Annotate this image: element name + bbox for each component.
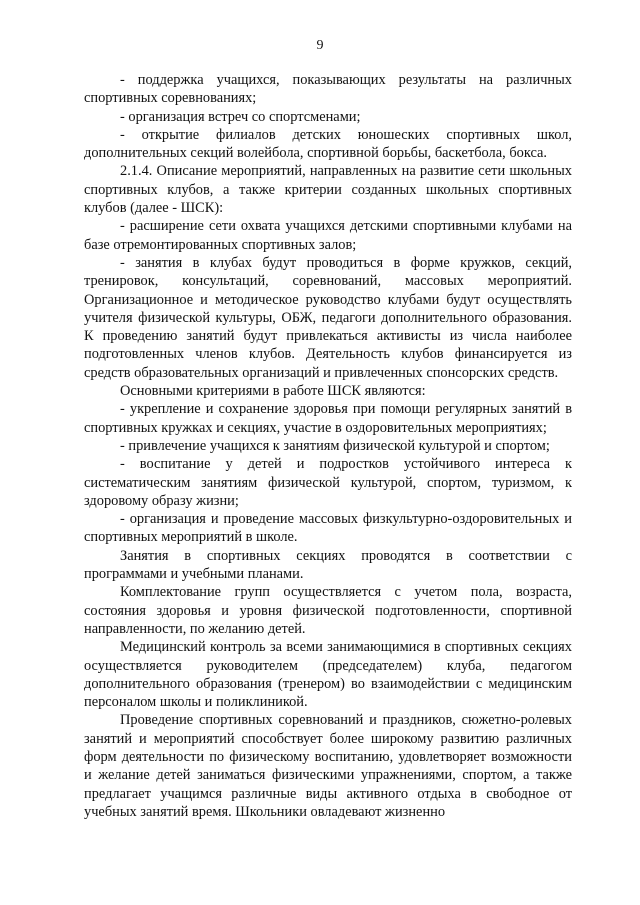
paragraph-health-strengthening: - укрепление и сохранение здоровья при помощи регулярных занятий в спортивных кружках и секциях, участие в оздоровительных мероприятиях;	[84, 401, 572, 436]
paragraph-sections-programs: Занятия в спортивных секциях проводятся в соответствии с программами и учебными планами.	[84, 547, 572, 583]
paragraph-expand-network: - расширение сети охвата учащихся детскими спортивными клубами на базе отремонтированных спортивных залов;	[84, 218, 572, 253]
paragraph-main-criteria: Основными критериями в работе ШСК являются:	[120, 383, 426, 400]
paragraph-medical-control: Медицинский контроль за всеми занимающимися в спортивных секциях осуществляется руководителем (председателем) клуба, педагогом дополнительного образования (тренером) во взаимодействии с медицинским персоналом школы и поликлиникой.	[84, 639, 572, 711]
paragraph-interest-education: - воспитание у детей и подростков устойчивого интереса к систематическим занятиям физической культурой, спортом, туризмом, к здоровому образу жизни;	[84, 456, 572, 509]
paragraph-group-formation: Комплектование групп осуществляется с учетом пола, возраста, состояния здоровья и уровня физической подготовленности, спортивной направленности, по желанию детей.	[84, 584, 572, 637]
paragraph-mass-events: - организация и проведение массовых физкультурно-оздоровительных и спортивных мероприятий в школе.	[84, 511, 572, 546]
paragraph-support-students: - поддержка учащихся, показывающих результаты на различных спортивных соревнованиях;	[84, 72, 572, 107]
paragraph-section-2-1-4: 2.1.4. Описание мероприятий, направленных на развитие сети школьных спортивных клубов, а также критерии созданных школьных спортивных клубов (далее - ШСК):	[84, 163, 572, 217]
paragraph-open-branches: - открытие филиалов детских юношеских спортивных школ, дополнительных секций волейбола, спортивной борьбы, баскетбола, бокса.	[84, 126, 572, 162]
paragraph-attract-students: - привлечение учащихся к занятиям физической культурой и спортом;	[120, 437, 550, 454]
document-body	[84, 71, 572, 821]
page-number: 9	[316, 38, 324, 53]
paragraph-competitions: Проведение спортивных соревнований и праздников, сюжетно-ролевых занятий и мероприятий способствует более широкому развитию различных форм деятельности по физическому воспитанию, удовлетворяет возможности и желание детей заниматься физическими упражнениями, спортом, а также предлагает учащимся различные виды активного отдыха в свободное от учебных занятий время. Школьники овладевают жизненно	[84, 712, 572, 820]
paragraph-meetings-athletes: - организация встреч со спортсменами;	[120, 108, 361, 125]
paragraph-club-activities: - занятия в клубах будут проводиться в форме кружков, секций, тренировок, консультаций, соревнований, массовых мероприятий. Организационное и методическое руководство клубами будут осуществлять учителя физической культуры, ОБЖ, педагоги дополнительного образования. К проведению занятий будут привлекаться активисты из числа наиболее подготовленных членов клубов. Деятельность клубов финансируется из средств образовательных организаций и привлеченных спонсорских средств.	[84, 254, 572, 381]
